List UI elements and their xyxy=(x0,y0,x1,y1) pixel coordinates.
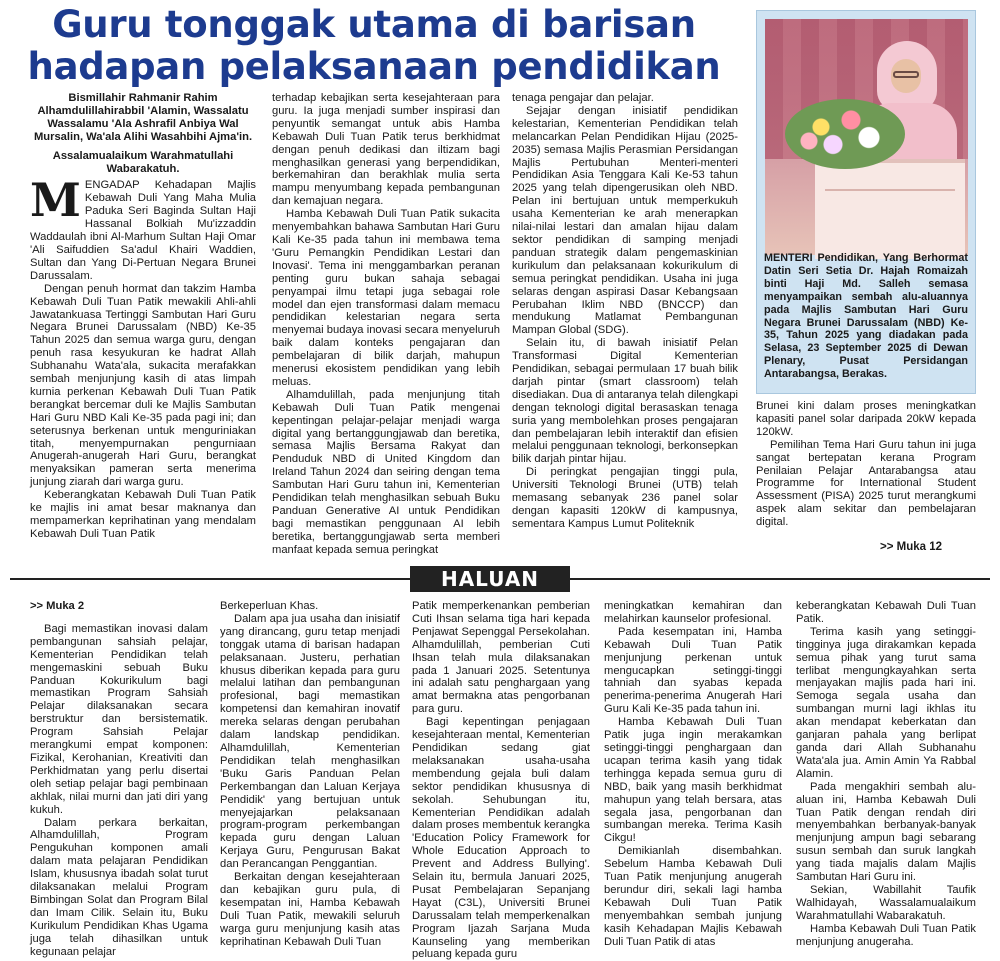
section-label: HALUAN xyxy=(410,566,570,592)
article-top-column-1 xyxy=(30,92,256,562)
paragraph: Patik memperkenankan pemberian Cuti Ihsan selama tiga hari kepada Penjawat Sepenggal Persekolahan. Alhamdulillah, pemberian Cuti Ihsan telah mula dilaksanakan pada 1 Januari 2025. Setentunya ini adalah satu penghargaan yang amat bermakna atas pengorbanan para guru. xyxy=(412,600,590,716)
paragraph: Bagi memastikan inovasi dalam pembangunan sahsiah pelajar, Kementerian Pendidikan telah mengemaskini sebuah Buku Panduan Kokurikulum bagi memastikan Program Sahsiah Pelajar dilaksanakan secara berstruktur dan bersistematik. Program Sahsiah Pelajar merangkumi empat komponen: Fizikal, Kerohanian, Kreativiti dan Perkhidmatan yang perlu disertai oleh setiap pelajar bagi pembinaan akhlak, nilai murni dan jati diri yang kukuh. xyxy=(30,622,208,816)
article-bottom-column-1 xyxy=(30,600,208,958)
paragraph: Selain itu, di bawah inisiatif Pelan Transformasi Digital Kementerian Pendidikan, sebagai permulaan 17 buah bilik darjah pintar (smart classroom) telah disediakan. Dua di antaranya telah dilengkapi dengan teknologi digital berasaskan tenaga suria yang membolehkan proses pengajaran dan pembelajaran lebih interaktif dan efisien melalui penggunaan teknologi, berkonsepkan bilik darjah pintar hijau. xyxy=(512,337,738,466)
paragraph-text: ENGADAP Kehadapan Majlis Kebawah Duli Yang Maha Mulia Paduka Seri Baginda Sultan Haji Hassanal Bolkiah Mu'izzaddin Waddaulah ibni Al-Marhum Sultan Haji Omar 'Ali Saifuddien Sa'adul Khairi Waddien, Sultan dan Yang Di-Pertuan Negara Brunei Darussalam. xyxy=(30,179,256,282)
paragraph: Alhamdulillah, pada menjunjung titah Kebawah Duli Tuan Patik mengenai kepentingan pelajar-pelajar menjadi warga digital yang bertanggungjawab dan beretika, semasa Majlis Bersama Rakyat dan Penduduk NBD di United Kingdom dan Ireland Tahun 2024 dan seiring dengan tema Sambutan Hari Guru tahun ini, Kementerian Pendidikan telah menghasilkan sebuah Buku Panduan Generative AI untuk Pendidikan bagi memastikan penggunaan AI lebih beretika, bertanggungjawab serta memberi manfaat kepada semua peringkat xyxy=(272,388,500,556)
paragraph: Brunei kini dalam proses meningkatkan kapasiti panel solar daripada 20kW kepada 120kW. xyxy=(756,400,976,438)
paragraph: Di peringkat pengajian tinggi pula, Universiti Teknologi Brunei (UTB) telah memasang sebanyak 236 panel solar dengan kapasiti 120kW di kampusnya, sementara Kampus Lumut Politeknik xyxy=(512,466,738,530)
paragraph: Pada kesempatan ini, Hamba Kebawah Duli Tuan Patik menjunjung perkenan untuk mengucapkan setinggi-tinggi tahniah dan syabas kepada penerima-penerima Anugerah Hari Guru Kali Ke-35 pada tahun ini. xyxy=(604,625,782,716)
continued-from-link[interactable]: >> Muka 2 xyxy=(30,600,85,612)
paragraph: Dalam perkara berkaitan, Alhamdulillah, Program Pengukuhan komponen amali dalam mata pelajaran Pendidikan Islam, khususnya ibadah solat turut dilaksanakan melalui Program Bimbingan Solat dan Program Bilal dan Imam Cilik. Selain itu, Buku Kurikulum Pendidikan Khas Ugama juga telah dihasilkan untuk kegunaan pelajar xyxy=(30,816,208,958)
paragraph: Pemilihan Tema Hari Guru tahun ini juga sangat bertepatan kerana Program Penilaian Pelajar Antarabangsa atau Programme for International Student Assessment (PISA) 2025 turut merangkumi aspek alam sekitar dan pembelajaran digital. xyxy=(756,438,976,529)
paragraph: Dalam apa jua usaha dan inisiatif yang dirancang, guru tetap menjadi tonggak utama di barisan hadapan pelaksanaan. Justeru, perhatian khusus diberikan kepada para guru melalui latihan dan pembangunan profesional, bagi memastikan kompetensi dan kemahiran inovatif mereka selaras dengan perubahan dalam landskap pendidikan. Alhamdulillah, Kementerian Pendidikan telah menghasilkan 'Buku Garis Panduan Pelan Perkembangan dan Laluan Kerjaya Pendidik' yang bertujuan untuk menyejajarkan pelaksanaan program-program perkembangan kepada guru dengan Laluan Kerjaya Guru, Pengurusan Bakat dan Perancangan Penggantian. xyxy=(220,612,400,871)
article-bottom-column-4 xyxy=(604,600,782,948)
paragraph: keberangkatan Kebawah Duli Tuan Patik. xyxy=(796,600,976,625)
paragraph: Berkaitan dengan kesejahteraan dan kebajikan guru pula, di kesempatan ini, Hamba Kebawah Duli Tuan Patik, mewakili seluruh warga guru menjunjung kasih atas keprihatinan Kebawah Duli Tuan xyxy=(220,871,400,948)
article-bottom-column-3 xyxy=(412,600,590,961)
headline-line-1: Guru tonggak utama di barisan xyxy=(52,3,696,46)
headline-line-2: hadapan pelaksanaan pendidikan xyxy=(27,45,721,88)
paragraph: Sekian, Wabillahit Taufik Walhidayah, Wassalamualaikum Warahmatullahi Wabarakatuh. xyxy=(796,883,976,922)
paragraph: tenaga pengajar dan pelajar. xyxy=(512,92,654,104)
article-bottom-column-2 xyxy=(220,600,400,948)
paragraph: Hamba Kebawah Duli Tuan Patik juga ingin merakamkan setinggi-tinggi penghargaan dan ucapan terima kasih yang tidak terhingga kepada semua guru di NBD, baik yang masih berkhidmat mahupun yang telah bersara, atas segala jasa, pengorbanan dan sumbangan mereka. Terima Kasih Cikgu! xyxy=(604,716,782,845)
paragraph: Terima kasih yang setinggi-tingginya juga dirakamkan kepada semua pihak yang turut sama terlibat mengungkayahkan serta menjayakan majlis pada hari ini. Semoga segala usaha dan sumbangan murni lagi ikhlas itu akan mendapat keberkatan dan ganjaran pahala yang berlipat ganda dari Allah Subhanahu Wata'ala jua. Amin Amin Ya Rabbal Alamin. xyxy=(796,625,976,780)
paragraph: Berkeperluan Khas. xyxy=(220,600,319,612)
photo-caption: MENTERI Pendidikan, Yang Berhormat Datin Seri Setia Dr. Hajah Romaizah binti Haji Md. Salleh semasa menyampaikan sembah alu-aluannya pada Majlis Sambutan Hari Guru Negara Brunei Darussalam (NBD) Ke-35, Tahun 2025 yang diadakan pada Selasa, 23 September 2025 di Dewan Plenary, Pusat Persidangan Antarabangsa, Berakas. xyxy=(764,252,968,381)
article-top-column-2 xyxy=(272,92,500,562)
paragraph: Demikianlah disembahkan. Sebelum Hamba Kebawah Duli Tuan Patik menjunjung anugerah berundur diri, sekali lagi hamba Kebawah Duli Tuan Patik menyembahkan sembah junjung kasih Kehadapan Majlis Kebawah Duli Tuan Patik di atas xyxy=(604,845,782,948)
paragraph xyxy=(30,173,256,282)
paragraph: Hamba Kebawah Duli Tuan Patik menjunjung anugeraha. xyxy=(796,922,976,948)
paragraph: terhadap kebajikan serta kesejahteraan para guru. Ia juga menjadi sumber inspirasi dan penyuntik semangat untuk abis Hamba Kebawah Duli Tuan Patik terus berkhidmat dengan penuh dedikasi dan iltizam bagi menghasilkan generasi yang berpendidikan, berkemahiran dan berakhlak mulia serta mampu menyumbang kepada pembangunan dan kemajuan negara. xyxy=(272,92,500,208)
paragraph: Dengan penuh hormat dan takzim Hamba Kebawah Duli Tuan Patik mewakili Ahli-ahli Jawatankuasa Tertinggi Sambutan Hari Guru Negara Brunei Darussalam (NBD) Ke-35 Tahun 2025 dan semua warga guru, dengan penuh rasa kesyukuran ke hadrat Allah Subhanahu Wata'ala, sukacita merafakkan sembah menjunjung kasih di atas limpah kurnia perkenan Kebawah Duli Tuan Patik berangkat bercemar duli ke Majlis Sambutan Hari Guru NBD Kali Ke-35 pada pagi ini; dan seterusnya berkenan untuk menguriniakan titah, menyempurnakan pengurniaan Anugerah-anugerah Hari Guru, berangkat menyaksikan pameran serta menerima junjung ziarah dari warga guru. xyxy=(30,282,256,489)
minister-photo xyxy=(765,19,968,255)
article-bottom-column-5 xyxy=(796,600,976,948)
article-top-column-3 xyxy=(512,92,738,562)
paragraph: Hamba Kebawah Duli Tuan Patik sukacita menyembahkan bahawa Sambutan Hari Guru Kali Ke-35 pada tahun ini membawa tema 'Guru Pemangkin Pendidikan Lestari dan Inovasi'. Tema ini menggambarkan peranan penting guru bukan sahaja sebagai penyampai ilmu tetapi juga sebagai role model dan ejen transformasi dalam memacu pendidikan kelestarian negara serta menyemai budaya inovasi secara menyeluruh baik dalam konteks pengajaran dan pembelajaran di bilik darjah, mahupun menerusi ekosistem pendidikan yang lebih meluas. xyxy=(272,208,500,388)
opening-prayer: Bismillahir Rahmanir Rahim Alhamdulillahirabbil 'Alamin, Wassalatu Wassalamu 'Ala Ashrafil Anbiya Wal Mursalin, Wa'ala Alihi Wasahbihi Ajma'in. xyxy=(33,92,253,143)
paragraph: Keberangkatan Kebawah Duli Tuan Patik ke majlis ini amat besar maknanya dan mempamerkan keprihatinan yang mendalam Kebawah Duli Tuan Patik xyxy=(30,489,256,540)
paragraph: meningkatkan kemahiran dan melahirkan kaunselor profesional. xyxy=(604,600,782,625)
greeting: Assalamualaikum Warahmatullahi Wabarakatuh. xyxy=(52,149,234,175)
headline xyxy=(14,4,734,88)
continued-on-link[interactable]: >> Muka 12 xyxy=(880,541,943,553)
paragraph: Sejajar dengan inisiatif pendidikan kelestarian, Kementerian Pendidikan telah melancarkan Pelan Pendidikan Hijau (2025-2035) semasa Majlis Perasmian Persidangan Majlis Pertubuhan Menteri-menteri Pendidikan Asia Tenggara Kali Ke-53 tahun 2025 yang telah dipengerusikan oleh NBD. Pelan ini bertujuan untuk memperkukuh usaha Kementerian ke arah menerapkan nilai-nilai lestari dan amalan hijau dalam sektor pendidikan di samping menjadi panduan strategik dalam pengemaskinian kurikulum dan pelaksanaan kokurikulum di semua peringkat pendidikan. Usaha ini juga selaras dengan aspirasi Dasar Kebangsaan Perubahan Iklim NBD (BNCCP) dan mendukung Matlamat Pembangunan Mampan Global (SDG). xyxy=(512,104,738,337)
drop-cap: M xyxy=(30,173,81,228)
paragraph: Pada mengakhiri sembah alu-aluan ini, Hamba Kebawah Duli Tuan Patik dengan rendah diri menyembahkan berbanyak-banyak menjunjung ampun bagi sebarang susun sembah dan suruk langkah yang tiada majalis dalam Majlis Sambutan Hari Guru ini. xyxy=(796,780,976,884)
paragraph: Bagi kepentingan penjagaan kesejahteraan mental, Kementerian Pendidikan sedang giat melaksanakan usaha-usaha membendung gejala buli dalam sektor pendidikan khususnya di sekolah. Sehubungan itu, Kementerian Pendidikan adalah dalam proses membentuk kerangka 'Education Policy Framework for Whole Education Approach to Prevent and Address Bullying'. Selain itu, bermula Januari 2025, Pusat Pembelajaran Sepanjang Hayat (C3L), Universiti Brunei Darussalam telah memperkenalkan Program Ijazah Sarjana Muda Kaunseling yang memberikan peluang kepada guru xyxy=(412,716,590,961)
article-top-column-4 xyxy=(756,400,976,530)
